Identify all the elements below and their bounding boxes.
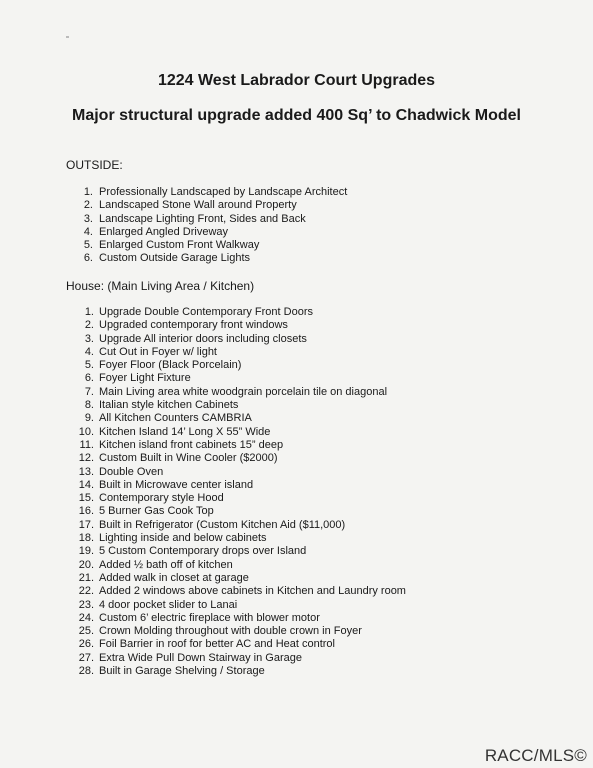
list-item: 18. Lighting inside and below cabinets: [78, 532, 267, 545]
list-item: 5. Enlarged Custom Front Walkway: [83, 239, 260, 252]
document-title: 1224 West Labrador Court Upgrades: [157, 72, 436, 89]
list-item: 2. Landscaped Stone Wall around Property: [83, 199, 297, 212]
house-list: [74, 306, 406, 678]
list-item: 4. Enlarged Angled Driveway: [83, 225, 229, 238]
list-item: 5. Foyer Floor (Black Porcelain): [84, 359, 242, 372]
list-item: 3. Upgrade All interior doors including closets: [84, 332, 307, 345]
list-item: 26. Foil Barrier in roof for better AC and Heat control: [78, 638, 335, 651]
document-subtitle: Major structural upgrade added 400 Sq’ to Chadwick Model: [72, 107, 521, 124]
list-item: 8. Italian style kitchen Cabinets: [84, 399, 239, 412]
mls-watermark: RACC/MLS©: [484, 746, 587, 765]
list-item: 15. Contemporary style Hood: [78, 492, 224, 505]
outside-heading: OUTSIDE:: [66, 158, 123, 172]
list-item: 6. Custom Outside Garage Lights: [83, 252, 251, 265]
list-item: 23. 4 door pocket slider to Lanai: [78, 598, 238, 611]
list-item: 9. All Kitchen Counters CAMBRIA: [84, 412, 252, 425]
list-item: 21. Added walk in closet at garage: [78, 571, 249, 584]
list-item: 17. Built in Refrigerator (Custom Kitchen Aid ($11,000): [78, 518, 346, 531]
list-item: 13. Double Oven: [78, 465, 164, 478]
list-item: 1. Upgrade Double Contemporary Front Doors: [84, 306, 313, 318]
list-item: 25. Crown Molding throughout with double crown in Foyer: [78, 625, 362, 638]
list-item: 10. Kitchen Island 14’ Long X 55” Wide: [78, 425, 271, 438]
list-item: 3. Landscape Lighting Front, Sides and Back: [83, 212, 306, 225]
list-item: 14. Built in Microwave center island: [78, 478, 254, 491]
house-heading: House: (Main Living Area / Kitchen): [66, 279, 255, 293]
list-item: 28. Built in Garage Shelving / Storage: [78, 665, 265, 678]
list-item: 20. Added ½ bath off of kitchen: [78, 558, 233, 571]
list-item: 1. Professionally Landscaped by Landscape Architect: [83, 186, 348, 198]
list-item: 4. Cut Out in Foyer w/ light: [84, 345, 217, 358]
scan-speck: [66, 36, 69, 38]
list-item: 27. Extra Wide Pull Down Stairway in Garage: [78, 651, 302, 664]
list-item: 7. Main Living area white woodgrain porcelain tile on diagonal: [84, 385, 388, 398]
list-item: 16. 5 Burner Gas Cook Top: [78, 505, 214, 518]
list-item: 11. Kitchen island front cabinets 15” deep: [79, 438, 284, 451]
list-item: 19. 5 Custom Contemporary drops over Island: [78, 545, 307, 558]
list-item: 24. Custom 6’ electric fireplace with blower motor: [78, 611, 320, 624]
list-item: 22. Added 2 windows above cabinets in Kitchen and Laundry room: [78, 585, 406, 598]
list-item: 12. Custom Built in Wine Cooler ($2000): [78, 452, 278, 465]
outside-list: [80, 186, 347, 266]
list-item: 2. Upgraded contemporary front windows: [84, 319, 288, 332]
list-item: 6. Foyer Light Fixture: [84, 372, 191, 385]
